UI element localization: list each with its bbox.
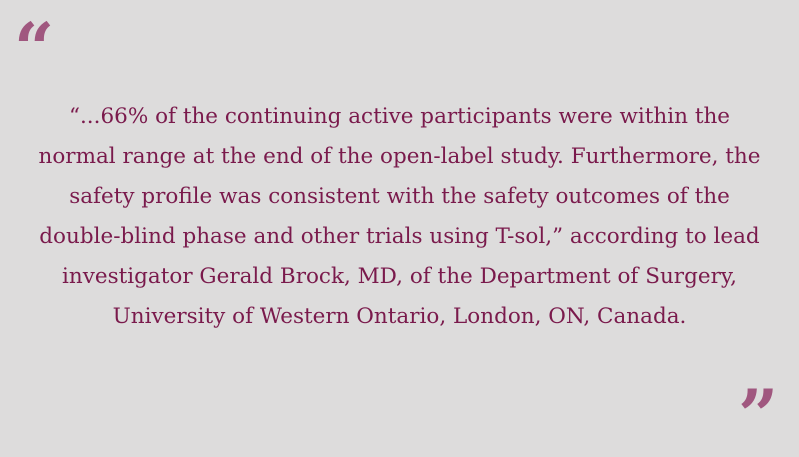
close-quote-icon: ” [738, 374, 779, 457]
quote-line-4: double-blind phase and other trials using T-sol,” according to lead [39, 224, 760, 249]
quote-line-5: investigator Gerald Brock, MD, of the Department of Surgery, [62, 264, 737, 289]
quote-line-2: normal range at the end of the open-label study. Furthermore, the [38, 144, 761, 169]
quote-line-1: “...66% of the continuing active participants were within the [68, 104, 731, 129]
open-quote-icon: “ [14, 7, 55, 90]
quote-line-6: University of Western Ontario, London, ON, Canada. [112, 304, 687, 329]
quote-line-3: safety profile was consistent with the safety outcomes of the [69, 184, 730, 209]
quote-text [0, 97, 799, 337]
